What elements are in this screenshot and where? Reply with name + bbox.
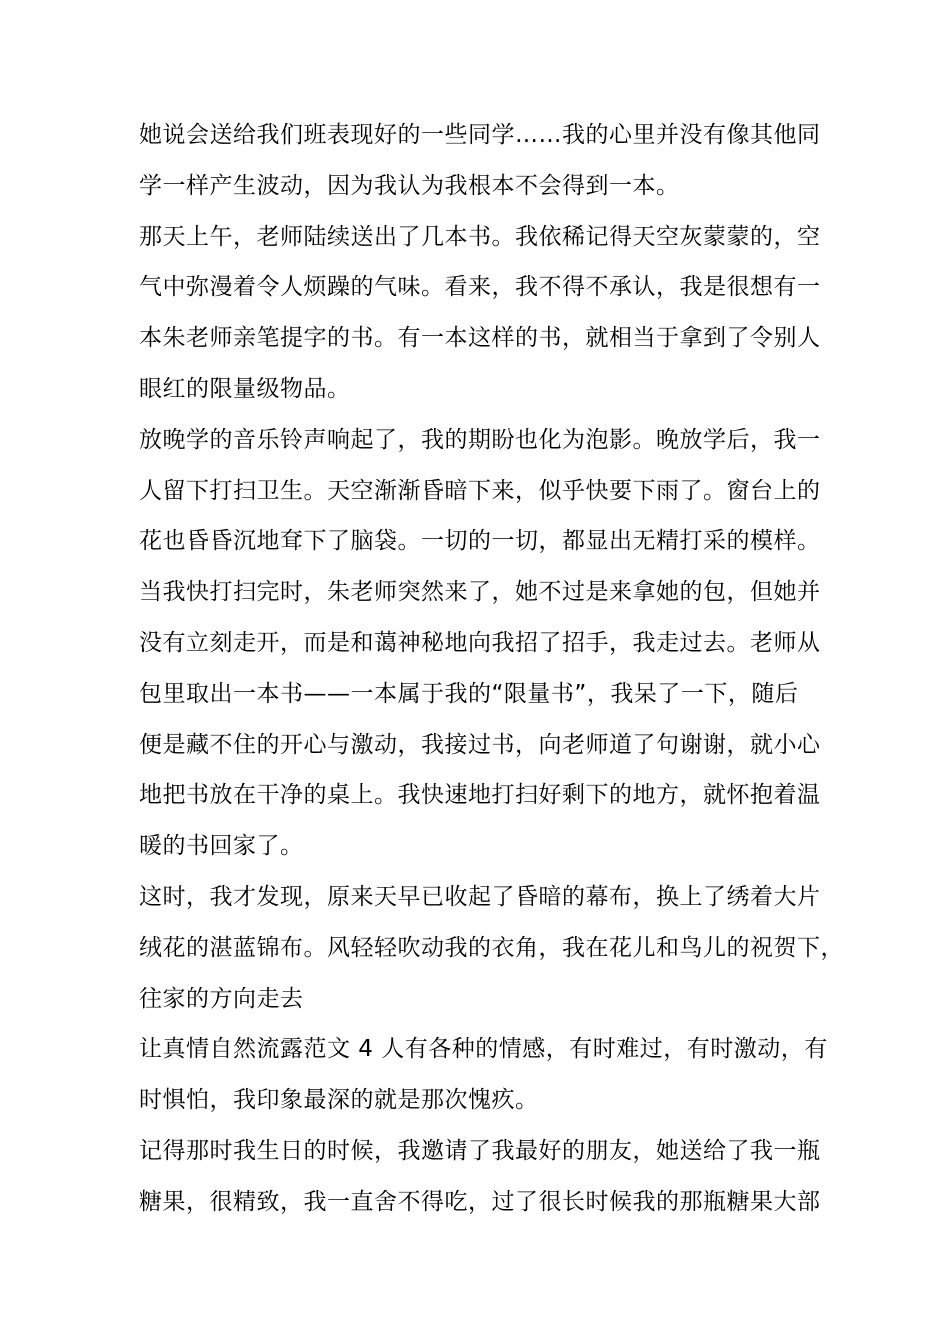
- text-line: 地把书放在干净的桌上。我快速地打扫好剩下的地方，就怀抱着温: [139, 782, 821, 809]
- text-line: 这时，我才发现，原来天早已收起了昏暗的幕布，换上了绣着大片: [139, 883, 821, 910]
- text-line: 让真情自然流露范文 4 人有各种的情感，有时难过，有时激动，有: [139, 1036, 828, 1063]
- text-line: 往家的方向走去: [139, 985, 304, 1012]
- text-line: 没有立刻走开，而是和蔼神秘地向我招了招手，我走过去。老师从: [139, 629, 821, 656]
- text-line: 她说会送给我们班表现好的一些同学……我的心里并没有像其他同: [139, 122, 821, 148]
- text-line: 那天上午，老师陆续送出了几本书。我依稀记得天空灰蒙蒙的，空: [139, 223, 821, 250]
- text-line: 时惧怕，我印象最深的就是那次愧疚。: [139, 1087, 539, 1114]
- text-line: 本朱老师亲笔提字的书。有一本这样的书，就相当于拿到了令别人: [139, 325, 821, 352]
- text-line: 放晚学的音乐铃声响起了，我的期盼也化为泡影。晚放学后，我一: [139, 426, 821, 453]
- text-line: 学一样产生波动，因为我认为我根本不会得到一本。: [139, 172, 680, 199]
- text-line: 绒花的湛蓝锦布。风轻轻吹动我的衣角，我在花儿和鸟儿的祝贺下，: [139, 934, 844, 961]
- text-line: 人留下打扫卫生。天空渐渐昏暗下来，似乎快要下雨了。窗台上的: [139, 477, 821, 504]
- text-line: 糖果，很精致，我一直舍不得吃，过了很长时候我的那瓶糖果大部: [139, 1188, 821, 1215]
- text-line: 花也昏昏沉地耷下了脑袋。一切的一切，都显出无精打采的模样。: [139, 528, 821, 555]
- text-line: 暖的书回家了。: [139, 833, 304, 860]
- text-line: 眼红的限量级物品。: [139, 375, 351, 402]
- text-line: 记得那时我生日的时候，我邀请了我最好的朋友，她送给了我一瓶: [139, 1137, 821, 1164]
- body-text: [139, 110, 844, 1228]
- text-line: 当我快打扫完时，朱老师突然来了，她不过是来拿她的包，但她并: [139, 579, 821, 606]
- text-line: 便是藏不住的开心与激动，我接过书，向老师道了句谢谢，就小心: [139, 731, 821, 758]
- text-line: 包里取出一本书——一本属于我的“限量书”，我呆了一下，随后: [139, 680, 799, 707]
- text-line: 气中弥漫着令人烦躁的气味。看来，我不得不承认，我是很想有一: [139, 274, 821, 301]
